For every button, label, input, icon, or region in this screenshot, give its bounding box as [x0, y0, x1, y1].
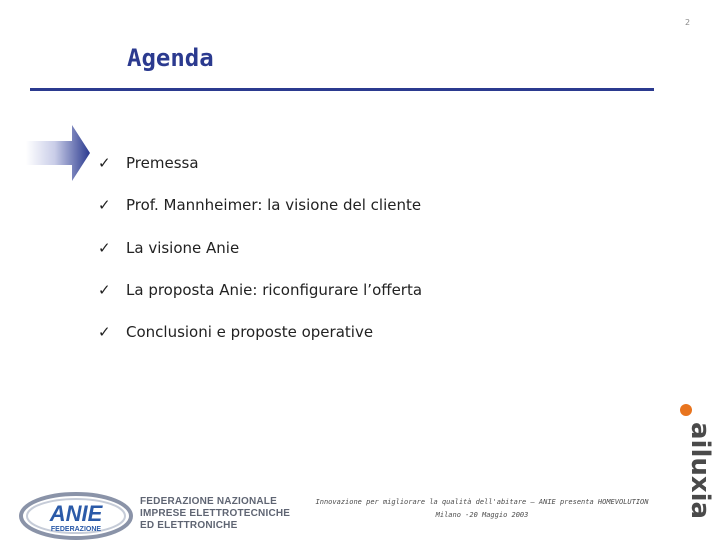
- footer-caption: [292, 496, 672, 522]
- anie-logo-sub: FEDERAZIONE: [50, 526, 102, 533]
- organization-line: FEDERAZIONE NAZIONALE: [140, 496, 277, 507]
- organization-line: ED ELETTRONICHE: [140, 520, 238, 531]
- organization-name: [140, 496, 290, 532]
- footer-caption-line: Innovazione per migliorare la qualità dell'abitare – ANIE presenta HOMEVOLUTION: [315, 498, 649, 506]
- agenda-list: [98, 142, 422, 353]
- agenda-item-label: Conclusioni e proposte operative: [126, 323, 374, 342]
- page-title: Agenda: [127, 44, 214, 72]
- ailuxia-logo: [668, 400, 718, 540]
- check-icon: ✓: [98, 154, 111, 173]
- agenda-item-label: Premessa: [126, 154, 199, 173]
- check-icon: ✓: [98, 281, 111, 300]
- anie-logo: [18, 488, 134, 540]
- check-icon: ✓: [98, 238, 111, 257]
- agenda-item-conclusioni: [98, 311, 422, 353]
- footer-caption-date: Milano -20 Maggio 2003: [435, 511, 529, 519]
- agenda-item-label: La visione Anie: [126, 238, 240, 257]
- anie-logo-name: ANIE: [49, 501, 103, 526]
- brand-vertical-text: ailuxia: [685, 422, 715, 520]
- agenda-item-label: La proposta Anie: riconfigurare l’offerta: [126, 281, 423, 300]
- organization-line: IMPRESE ELETTROTECNICHE: [140, 508, 291, 519]
- title-divider: [30, 88, 654, 91]
- agenda-item-mannheimer: [98, 184, 422, 226]
- agenda-item-label: Prof. Mannheimer: la visione del cliente: [126, 196, 422, 215]
- agenda-item-visione-anie: [98, 227, 422, 269]
- agenda-item-proposta-anie: [98, 269, 422, 311]
- check-icon: ✓: [98, 196, 111, 215]
- agenda-item-premessa: [98, 142, 422, 184]
- arrow-icon: [26, 125, 90, 181]
- page-number: 2: [685, 18, 691, 27]
- check-icon: ✓: [98, 323, 111, 342]
